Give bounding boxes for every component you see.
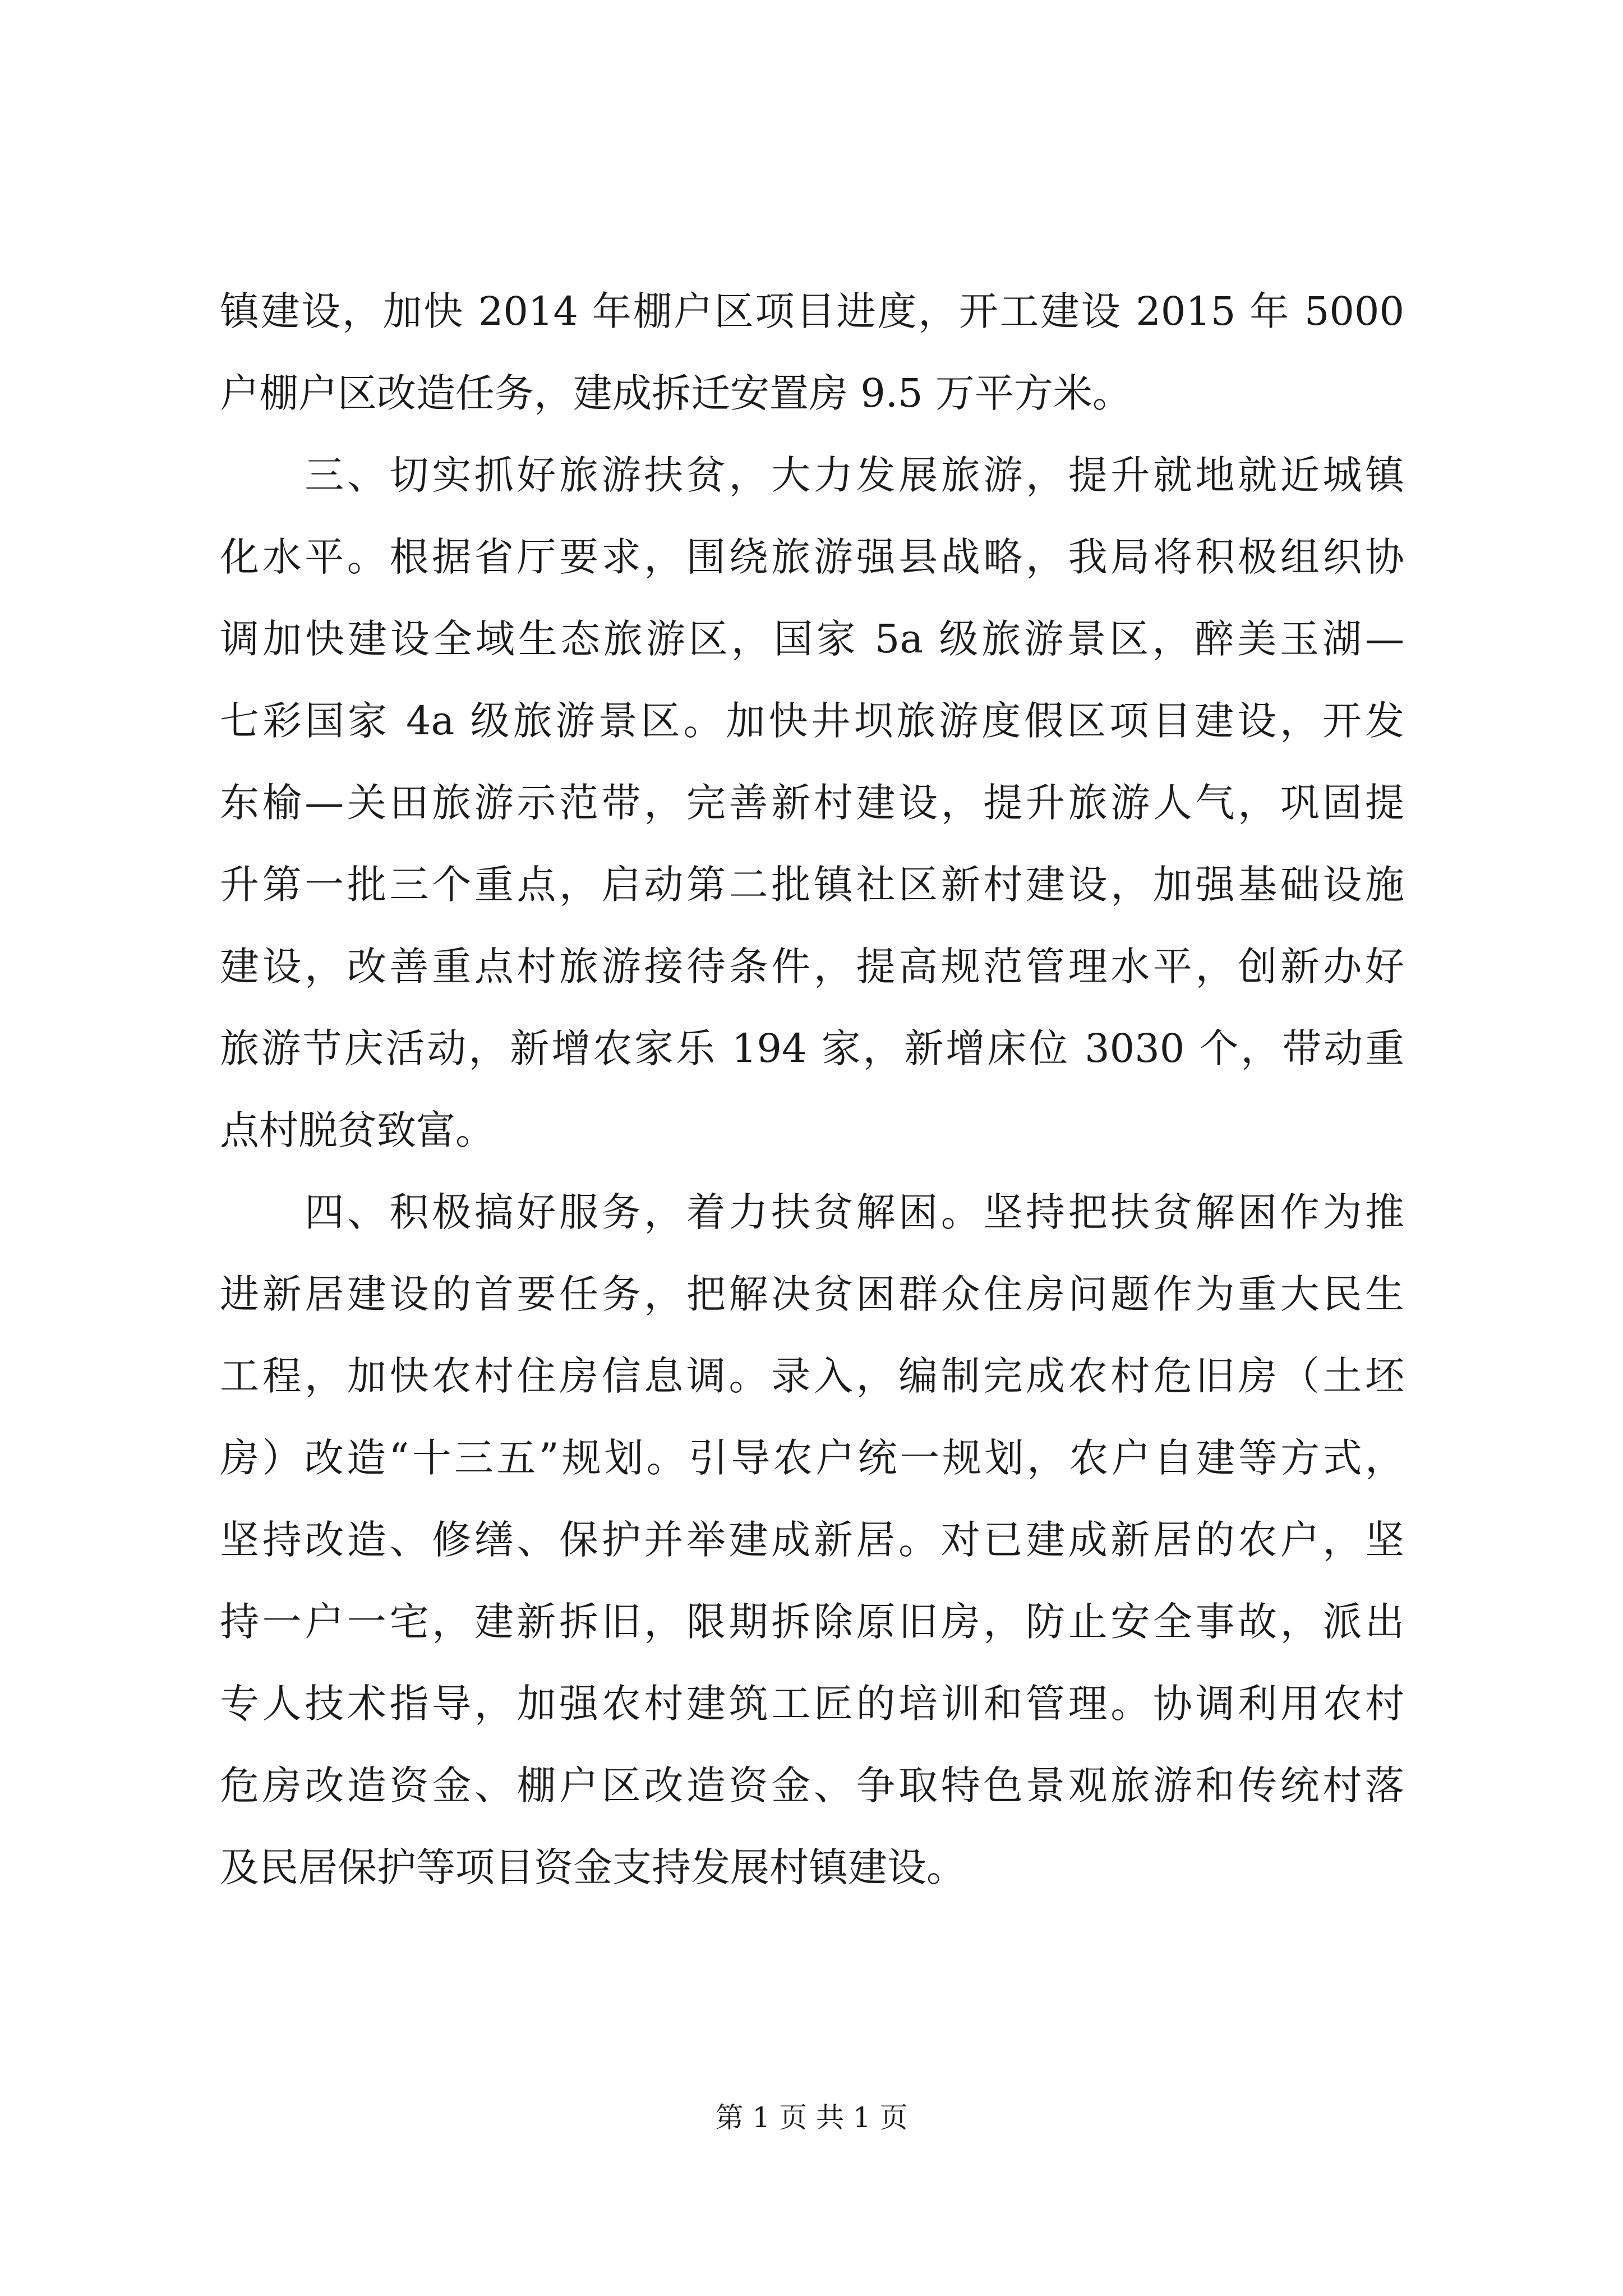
text-line: 东榆—关田旅游示范带，完善新村建设，提升旅游人气，巩固提 — [220, 780, 1404, 826]
page-number-footer: 第 1 页 共 1 页 — [715, 2101, 908, 2134]
text-line: 调加快建设全域生态旅游区，国家 5a 级旅游景区，醉美玉湖— — [220, 616, 1404, 662]
document-body — [220, 270, 1404, 1908]
text-line: 及民居保护等项目资金支持发展村镇建设。 — [220, 1844, 966, 1890]
text-line: 四、积极搞好服务，着力扶贫解困。坚持把扶贫解困作为推 — [220, 1189, 1404, 1235]
text-line: 坚持改造、修缮、保护并举建成新居。对已建成新居的农户，坚 — [220, 1517, 1404, 1563]
text-line: 镇建设，加快 2014 年棚户区项目进度，开工建设 2015 年 5000 — [220, 288, 1404, 334]
text-line: 工程，加快农村住房信息调。录入，编制完成农村危旧房（土坯 — [220, 1353, 1404, 1399]
text-line: 进新居建设的首要任务，把解决贫困群众住房问题作为重大民生 — [220, 1271, 1404, 1317]
text-line: 旅游节庆活动，新增农家乐 194 家，新增床位 3030 个，带动重 — [220, 1025, 1404, 1071]
text-line: 持一户一宅，建新拆旧，限期拆除原旧房，防止安全事故，派出 — [220, 1599, 1404, 1645]
text-line: 户棚户区改造任务，建成拆迁安置房 9.5 万平方米。 — [220, 370, 1132, 416]
text-line: 三、切实抓好旅游扶贫，大力发展旅游，提升就地就近城镇 — [220, 452, 1404, 498]
text-line: 化水平。根据省厅要求，围绕旅游强县战略，我局将积极组织协 — [220, 534, 1404, 580]
text-line: 升第一批三个重点，启动第二批镇社区新村建设，加强基础设施 — [220, 862, 1404, 908]
text-line: 点村脱贫致富。 — [220, 1107, 495, 1153]
text-line: 七彩国家 4a 级旅游景区。加快井坝旅游度假区项目建设，开发 — [220, 698, 1404, 744]
text-line: 危房改造资金、棚户区改造资金、争取特色景观旅游和传统村落 — [220, 1763, 1404, 1809]
text-line: 专人技术指导，加强农村建筑工匠的培训和管理。协调利用农村 — [220, 1681, 1404, 1727]
text-line: 房）改造“十三五”规划。引导农户统一规划，农户自建等方式， — [220, 1435, 1404, 1481]
text-line: 建设，改善重点村旅游接待条件，提高规范管理水平，创新办好 — [220, 944, 1404, 990]
